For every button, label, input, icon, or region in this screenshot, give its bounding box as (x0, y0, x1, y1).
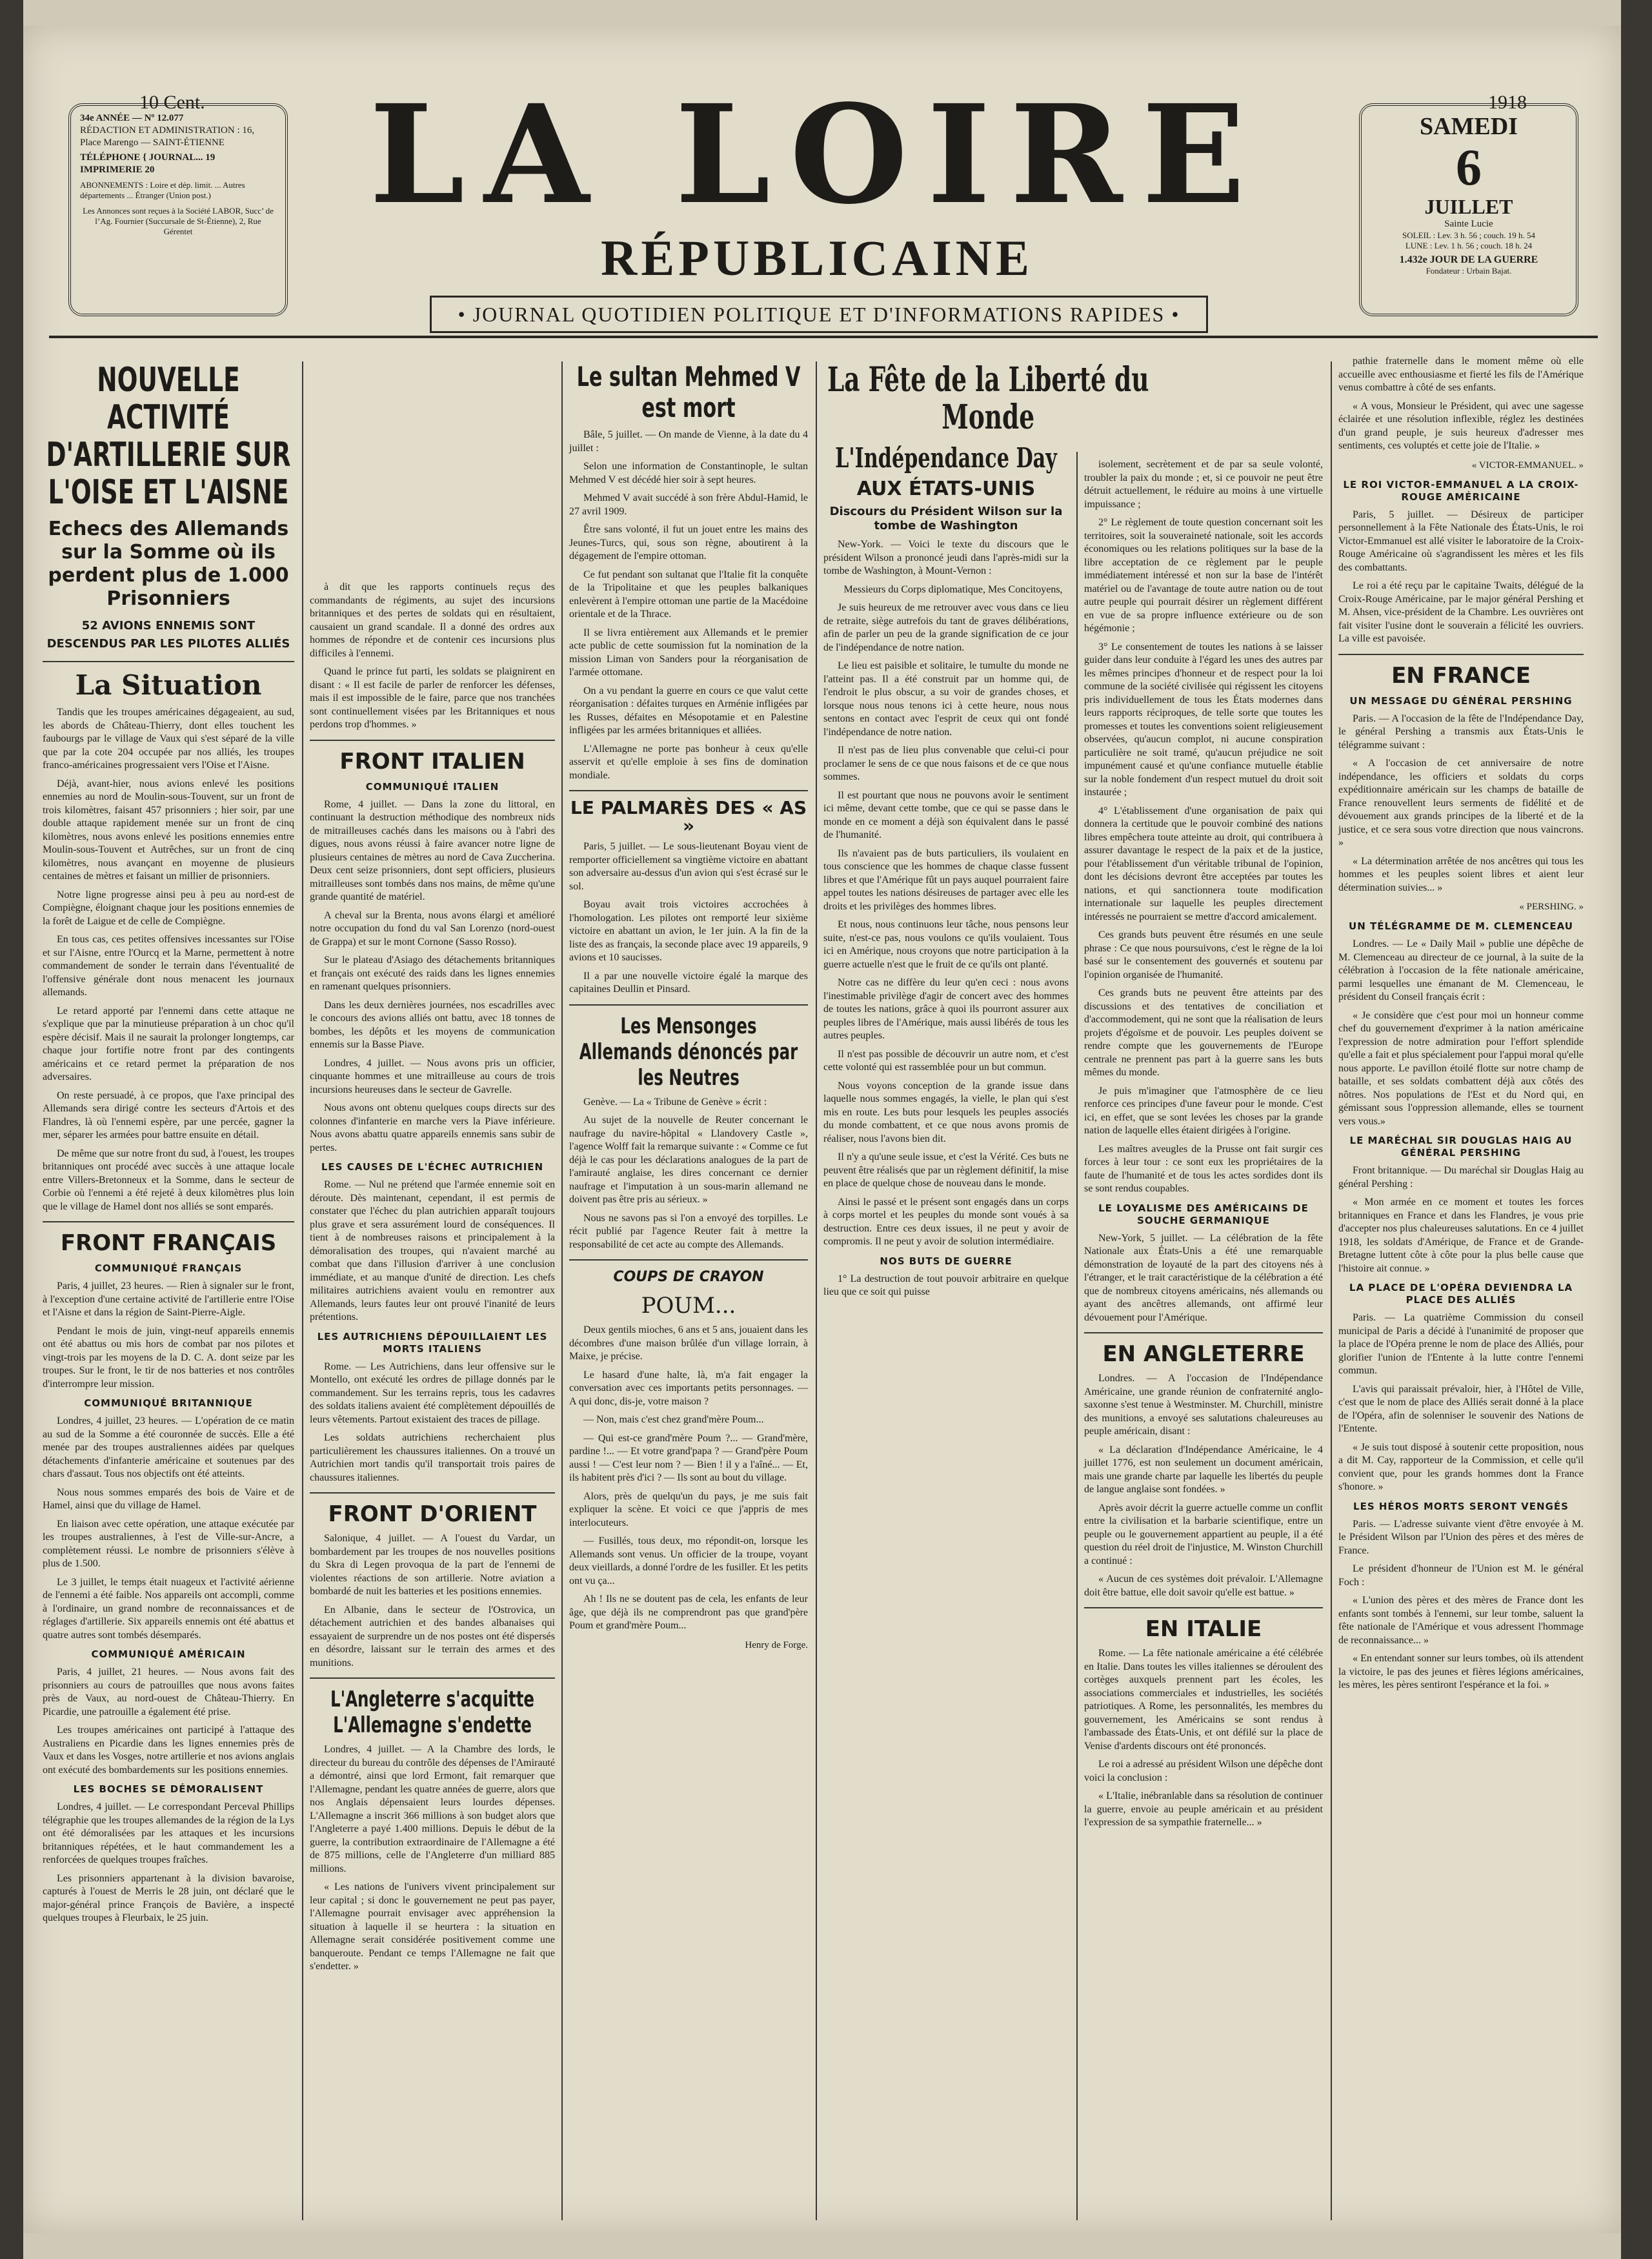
paragraph: Paris. — L'adresse suivante vient d'être envoyée à M. le Président Wilson par l'Union des pères et des mères de France. (1338, 1518, 1584, 1556)
edition-number: 34e ANNÉE — Nº 12.077 (80, 113, 184, 123)
separator (310, 740, 555, 741)
paragraph: 4° L'établissement d'une organisation de paix qui donnera la certitude que le pouvoir combiné des nations libres empêchera toute atteinte au droit, qui contribuera à assurer davantage le respect de la paix et de la justice, pour l'établissement d'un véritable tribunal de l'opinion, dont les décisions devront être acceptées par toutes les nations, et qui sanctionnera toute modification internationale sur laquelle les peuples directement intéressés ne pourraient se mettre d'accord amicalement. (1084, 805, 1323, 922)
column-rule (1076, 452, 1078, 2220)
paragraph: Il n'est pas de lieu plus convenable que celui-ci pour proclamer le sens de ce que nous faisons et de ce que nous sommes. (823, 745, 1069, 782)
mensonges-title: Les Mensonges Allemands dénoncés par les Neutres (579, 1013, 798, 1091)
fete-liberte-headline: La Fête de la Liberté du Monde (827, 360, 1149, 437)
masthead-rule (49, 336, 1598, 338)
column-1 (43, 355, 294, 2227)
paragraph: Dans les deux dernières journées, nos escadrilles avec le concours des avions alliés ont battu, avec 18 tonnes de bombes, les dépôts et les moyens de communication ennemis sur la Basse Piave. (310, 999, 555, 1050)
month-name: JUILLET (1424, 195, 1513, 218)
column-3 (569, 355, 808, 2227)
haig-pershing-title: LE MARÉCHAL SIR DOUGLAS HAIG AU GÉNÉRAL PERSHING (1349, 1135, 1573, 1159)
paragraph: Nous avons ont obtenu quelques coups directs sur des colonnes d'infanterie en marche vers la Piave inférieure. Nous avons abattu quatre appareils ennemis sans subir de pertes. (310, 1102, 555, 1153)
paragraph: Nous voyons conception de la grande issue dans laquelle nous sommes engagés, la vielle, le plan qui s'est mis en route. Les buts pour lesquels les peuples associés du monde combattent, et ce que nous avons promis de réaliser, nous l'avons bien dit. (823, 1080, 1069, 1144)
paragraph: Londres. — Le « Daily Mail » publie une dépêche de M. Clemenceau au directeur de ce journal, à la suite de la célébration à l'occasion de la fête nationale américaine, parmi lesquelles une émanant de M. Clemenceau, le président du Conseil français écrit : (1338, 938, 1584, 1002)
paragraph: Londres. — A l'occasion de l'Indépendance Américaine, une grande réunion de confraternité anglo-saxonne s'est tenue à Westminster. M. Churchill, ministre des munitions, a envoyé ses salutations chaleureuses au peuple américain, disant : (1084, 1373, 1323, 1437)
paragraph: Genève. — La « Tribune de Genève » écrit : (583, 1096, 767, 1108)
front-italien-title: FRONT ITALIEN (339, 748, 525, 775)
paragraph: Les maîtres aveugles de la Prusse ont fait surgir ces forces à leur tour : ce sont eux les propriétaires de la faute de l'humanité et de tous les actes sordides dont ils se sont rendus coupables. (1084, 1143, 1323, 1194)
subscription-rates: ABONNEMENTS : Loire et dép. limit. ... Autres départements ... Étranger (Union post.) (80, 180, 245, 200)
paragraph: isolement, secrètement et de par sa seule volonté, troubler la paix du monde ; et, si ce pouvoir ne peut être détruit actuellement, le réduire au moins à une virtuelle impuissance ; (1084, 459, 1323, 510)
day-number: 6 (1456, 139, 1482, 196)
paragraph: « L'union des pères et des mères de France dont les enfants sont tombés à l'ennemi, sur leur tombe, saluent la fête nationale de l'Amérique et vous adressent l'hommage de reconnaissance... » (1338, 1595, 1584, 1646)
coups-de-crayon-title: COUPS DE CRAYON (613, 1269, 764, 1285)
newspaper-subtitle: RÉPUBLICAINE (600, 230, 1034, 286)
paragraph: « Mon armée en ce moment et toutes les forces britanniques en France et dans les Flandres, je vous prie d'accepter nos plus chaleureuses salutations. En ce 4 juillet 1918, les soldats d'Amérique, de France et de Grande-Bretagne luttent côte à côte pour la plus belle cause que l'histoire ait connue. » (1338, 1197, 1584, 1274)
paragraph: Les prisonniers appartenant à la division bavaroise, capturés à l'ouest de Merris le 28 juin, ont déclaré que le major-général prince François de Bavière, a inspecté quelques troupes à Fleurbaix, le 25 juin. (43, 1872, 294, 1923)
paragraph: Tandis que les troupes américaines dégageaient, au sud, les abords de Château-Thierry, dont elles touchent les faubourgs par le village de Vaux qui s'est séparé de la ville que par la cote 204 occupée par nos alliés, les troupes franco-américaines progressaient vers l'Oise et l'Aisne. (43, 707, 294, 771)
paragraph: « Aucun de ces systèmes doit prévaloir. L'Allemagne doit être battue, elle doit savoir qu'elle est battue. » (1084, 1574, 1323, 1598)
column-rule (1331, 361, 1332, 2220)
paragraph: New-York, 5 juillet. — La célébration de la fête Nationale aux États-Unis a été une remarquable démonstration de loyauté de la part des citoyens nés à l'étranger, et le trait caractéristique de la célébration a été que de nombreux citoyens américains, nés allemands ou ayant des ancêtres allemands, ont affirmé leur dévouement pour l'Amérique. (1084, 1232, 1323, 1323)
roi-croix-rouge-title: LE ROI VICTOR-EMMANUEL A LA CROIX-ROUGE AMÉRICAINE (1343, 478, 1579, 503)
paragraph: pathie fraternelle dans le moment même où elle accueille avec enthousiasme et fierté les fils de l'Amérique venus combattre à côté de ses enfants. (1338, 356, 1584, 393)
paragraph: A cheval sur la Brenta, nous avons élargi et amélioré notre occupation du fond du val San Lorenzo (nord-ouest de Grappa) et sur le mont Cornone (Sasso Rosso). (310, 909, 555, 947)
paragraph: « La déclaration d'Indépendance Américaine, le 4 juillet 1776, est non seulement un document américain, mais une grande charte par laquelle les libertés du peuple de langue anglaise sont fondées. » (1084, 1444, 1323, 1495)
paragraph: Alors, près de quelqu'un du pays, je me suis fait expliquer la scène. Et voici ce que j'appris de mes interlocuteurs. (569, 1490, 808, 1528)
communique-francais-label: COMMUNIQUÉ FRANÇAIS (94, 1262, 243, 1274)
column-5 (1084, 458, 1323, 2227)
paragraph: On a vu pendant la guerre en cours ce que valut cette réorganisation : défaites turques en Arménie infligées par les Russes, défaites en Mésopotamie et en Palestine infligées par les armées britanniques et alliées. (569, 685, 808, 736)
paragraph: Il n'y a qu'une seule issue, et c'est la Vérité. Ces buts ne peuvent être réalisés que par un règlement définitif, la mise en place de quelque chose de nouveau dans le monde. (823, 1151, 1069, 1189)
paragraph: Rome. — Les Autrichiens, dans leur offensive sur le Montello, ont exécuté les ordres de pillage donnés par le commandement. Sur les terrains repris, tous les cadavres des soldats italiens avaient été complètement dépouillés de leurs vêtements. Partout existaient des traces de pillage. (310, 1361, 555, 1425)
situation-title: La Situation (75, 669, 262, 701)
paragraph: « Je considère que c'est pour moi un honneur comme chef du gouvernement d'exprimer à la nation américaine l'expression de notre admiration pour l'effort splendide qu'elle a fait et plus spécialement pour l'appui moral qu'elle nous apporte. Le pavillon étoilé flotte sur notre champ de bataille, et ses soldats combattent déjà aux côtés des nôtres. Nos populations de l'Est et du Nord qui, en gémissant sous l'oppression allemande, elles se tournent vers vous.» (1338, 1009, 1584, 1127)
paragraph: Pendant le mois de juin, vingt-neuf appareils ennemis ont été abattus ou mis hors de combat par nos pilotes et vingt-trois par les moyens de la D. C. A. dont seize par les troupes. Sur le front, le tir de nos batteries et nos contrôles d'interrompre leur mission. (43, 1325, 294, 1390)
editorial-address: RÉDACTION ET ADMINISTRATION : 16, Place Marengo — SAINT-ÉTIENNE (80, 125, 255, 148)
right-ear-box (1359, 103, 1578, 316)
separator (1338, 654, 1584, 655)
communique-italien-label: COMMUNIQUÉ ITALIEN (365, 780, 499, 793)
paragraph: « La détermination arrêtée de nos ancêtres qui tous les hommes et les peuples soient libres et aient leur détermination suivies... » (1338, 855, 1584, 893)
newspaper-title: LA LOIRE (369, 75, 1265, 234)
paragraph: « Je suis tout disposé à soutenir cette proposition, nous a dit M. Cay, rapporteur de la Commission, et celle qu'il convient que, pour les grands hommes dont la France s'honore. » (1338, 1441, 1584, 1492)
paragraph: New-York. — Voici le texte du discours que le président Wilson a prononcé jeudi dans l'après-midi sur la tombe de Washington, à Mount-Vernon : (823, 539, 1069, 576)
sun-times: SOLEIL : Lev. 3 h. 56 ; couch. 19 h. 54 (1402, 230, 1535, 240)
column-rule (302, 361, 303, 2220)
buts-de-guerre-title: NOS BUTS DE GUERRE (880, 1255, 1012, 1267)
moon-times: LUNE : Lev. 1 h. 56 ; couch. 18 h. 24 (1405, 241, 1533, 250)
paragraph: Paris. — A l'occasion de la fête de l'Indépendance Day, le général Pershing a transmis aux États-Unis le télégramme suivant : (1338, 713, 1584, 751)
paragraph: Les soldats autrichiens recherchaient plus particulièrement les chaussures italiennes. On a trouvé un Autrichien mort tandis qu'il transportait trois paires de chaussures italiennes. (310, 1432, 555, 1483)
paragraph: Rome, 4 juillet. — Dans la zone du littoral, en continuant la destruction méthodique des nombreux nids de mitrailleuses cachés dans les maisons ou à l'abri des digues, nous avons réussi à faire avancer notre ligne de plusieurs centaines de mètres au nord de Cava Zuccherina. Deux cent seize prisonniers, dont sept officiers, plusieurs mitrailleuses sont tombés dans nos mains, de même qu'une grande quantité de matériel. (310, 798, 555, 902)
paragraph: Le roi a adressé au président Wilson une dépêche dont voici la conclusion : (1084, 1759, 1323, 1783)
paragraph: 2° Le règlement de toute question concernant soit les territoires, soit la souveraineté nationale, soit les accords économiques ou les relations politiques sur la base de la libre acceptation de ce règlement par le peuple immédiatement intéressé et non sur la base de l'intérêt matériel ou de l'avantage de toute autre nation ou de tout autre peuple qui pourrait désirer un règlement différent en vue de sa propre influence extérieure ou de son hégémonie ; (1084, 517, 1323, 634)
paragraph: Rome. — La fête nationale américaine a été célébrée en Italie. Dans toutes les villes italiennes se déroulent des cortèges auxquels prennent part les écoles, les associations commerciales et industrielles, les sociétés patriotiques. A Rome, les personnalités, les membres du gouvernement, les Américains se sont rendus à l'ambassade des États-Unis, et ont défilé sur la place de Venise d'ardents discours ont été prononcés. (1084, 1648, 1323, 1752)
paragraph: Boyau avait trois victoires accrochées à l'homologation. Les pilotes ont remporté leur sixième victoire en abattant un avion, le 1er juin. A la fin de la liste des as français, la seconde place avec 19 appareils, 9 avions et 10 saucisses. (569, 899, 808, 963)
paragraph: Paris, 4 juillet, 23 heures. — Rien à signaler sur le front, à l'exception d'une certaine activité de l'artillerie entre l'Oise et l'Aisne et dans la région de Saint-Pierre-Aigle. (43, 1281, 294, 1318)
main-deck: 52 AVIONS ENNEMIS SONT DESCENDUS PAR LES PILOTES ALLIÉS (46, 619, 290, 651)
signature: « VICTOR-EMMANUEL. » (1471, 460, 1584, 471)
separator (569, 1259, 808, 1261)
paragraph: — Fusillés, tous deux, mo répondit-on, lorsque les Allemands sont venus. Un officier de la troupe, voyant deux vieillards, a donné l'ordre de les fusiller. Et les petits ont vu ça... (569, 1535, 808, 1586)
paragraph: à dit que les rapports continuels reçus des commandants de régiments, au sujet des incursions britanniques et des pertes de soldats qui en résultaient, causaient un grand scandale. Il a donné des ordres aux hommes de répondre et de contenir ces incursions plus difficiles à l'ennemi. (310, 582, 555, 659)
separator (310, 1677, 555, 1679)
paragraph: Au sujet de la nouvelle de Reuter concernant le naufrage du navire-hôpital « Llandovery Castle », l'agence Wolff fait la remarque suivante : « Comme ce fut déjà le cas pour les déclarations analogues de la part de l'amirauté anglaise, les dires concernant ce dernier naufrage et l'imputation à un sous-marin allemand ne doivent pas être pris au sérieux. » (569, 1115, 808, 1205)
paragraph: Le lieu est paisible et solitaire, le tumulte du monde ne l'atteint pas. Il a été construit par un homme qui, de l'endroit le plus obscur, a su voir de grandes choses, et lorsque nous nous tenons ici à cette heure, nous nous sentons en contact avec l'esprit de ceux qui ont fondé l'indépendance de notre nation. (823, 660, 1069, 738)
paragraph: Le hasard d'une halte, là, m'a fait engager la conversation avec ces importants petits personnages. — A qui donc, dis-je, votre maison ? (569, 1369, 808, 1407)
pershing-message-title: UN MESSAGE DU GÉNÉRAL PERSHING (1349, 694, 1573, 707)
clemenceau-title: UN TÉLÉGRAMME DE M. CLEMENCEAU (1349, 920, 1573, 932)
paragraph: « L'Italie, inébranlable dans sa résolution de continuer la guerre, envoie au peuple américain et au président l'expression de sa sympathie fraternelle... » (1084, 1790, 1323, 1828)
paragraph: Londres, 4 juillet. — Nous avons pris un officier, cinquante hommes et une mitrailleuse au cours de trois incursions heureuses dans le secteur de Gavrelle. (310, 1057, 555, 1095)
paragraph: Ils n'avaient pas de buts particuliers, ils voulaient en tous conscience que les hommes de chaque classe fussent libres et que l'Amérique fût un pays auquel pourraient faire appel toutes les nations désireuses de partager avec elle les droits et les privilèges des hommes libres. (823, 847, 1069, 912)
founder-line: Fondateur : Urbain Bajat. (1425, 266, 1512, 276)
paragraph: Londres, 4 juillet, 23 heures. — L'opération de ce matin au sud de la Somme a été couronnée de succès. Elle a été menée par des troupes australiennes aidées par quelques détachements d'infanterie américaine et soutenues par des chars d'assaut. Tous nos objectifs ont été atteints. (43, 1415, 294, 1479)
paragraph: Le 3 juillet, le temps était nuageux et l'activité aérienne de l'ennemi a été faible. Nos appareils ont accompli, comme à l'ordinaire, un grand nombre de reconnaissances et de réglages d'artillerie. Six appareils ennemis ont été abattus et quatre autres sont tombés désemparés. (43, 1576, 294, 1641)
paragraph: Nous nous sommes emparés des bois de Vaire et de Hamel, ainsi que du village de Hamel. (43, 1486, 294, 1511)
paragraph: Déjà, avant-hier, nous avions enlevé les positions ennemies au nord de Moulin-sous-Touvent, sur un front de trois kilomètres, faisant 457 prisonniers ; hier soir, par une double attaque rapidement menée sur un front de cinq kilomètres, nous avons enlevé les positions ennemies entre Moulin-sous-Touvent et Autrêches, sur un front de cinq kilomètres, nous avançant en moyenne de plusieurs centaines de mètres et faisant un millier de prisonniers. (43, 778, 294, 882)
paragraph: « Les nations de l'univers vivent principalement sur leur capital ; si donc le gouvernement ne peut pas payer, l'Allemagne pourrait envisager avec appréhension la situation à laquelle il se heurtera : la situation en Allemagne serait considérée positivement comme une banqueroute. Pendant ce temps l'Allemagne ne fait que s'endetter. » (310, 1881, 555, 1972)
paragraph: Ces grands buts ne peuvent être atteints par des discussions et des tentatives de conciliation et d'accommodement, qui ne sont que la réalisation de leurs projets d'égoïsme et de pouvoir. Les peuples doivent se rendre compte que les gouvernements de l'Europe centrale ne prennent pas part à la guerre sans les buts mêmes du monde. (1084, 988, 1323, 1078)
paragraph: Et nous, nous continuons leur tâche, nous pensons leur suite, n'est-ce pas, nous voulons ce qu'ils voulaient. Tous ici en Amérique, nous croyons que notre participation à la guerre actuelle n'est que le fruit de ce qu'ils ont planté. (823, 919, 1069, 970)
paragraph: Rome. — Nul ne prétend que l'armée ennemie soit en déroute. Dès maintenant, cependant, il est permis de constater que l'échec du plan autrichien apparaît toujours plus grave et sera assurément lourd de conséquences. Il tient à de nombreuses raisons et principalement à la démoralisation des troupes, qui n'avaient marché au combat que dans l'illusion d'arriver à une conclusion immédiate, et au manque d'unité de direction. Les chefs militaires autrichiens avaient voulu en remontrer aux Allemands, leurs fautes leur ont prouvé l'inanité de leurs prétentions. (310, 1179, 555, 1322)
column-4 (823, 355, 1149, 2227)
phone-numbers: TÉLÉPHONE { JOURNAL... 19 IMPRIMERIE 20 (80, 152, 216, 175)
paragraph: Paris, 5 juillet. — Le sous-lieutenant Boyau vient de remporter officiellement sa vingtième victoire en abattant son adversaire au-dessus d'un avion qui s'est écrasé sur le sol. (569, 841, 808, 892)
paragraph: Le roi a été reçu par le capitaine Twaits, délégué de la Croix-Rouge Américaine, par le major général Pershing et M. Ahsen, vice-président de la Chambre. Les ouvrières ont fait visiter l'usine dont le souverain a félicité les ouvriers. La ville est pavoisée. (1338, 580, 1584, 644)
paragraph: En Albanie, dans le secteur de l'Ostrovica, un détachement autrichien et des bandes albanaises qui essayaient de surprendre un de nos postes ont été dispersés en désordre, laissant sur le terrain des armes et des munitions. (310, 1604, 555, 1668)
year-label: 1918 (1488, 92, 1527, 113)
main-headline: NOUVELLE ACTIVITÉ D'ARTILLERIE SUR L'OISE ET L'AISNE (46, 361, 291, 512)
separator (569, 790, 808, 791)
paragraph: « A vous, Monsieur le Président, qui avec une sagesse éclairée et une résolution inflexible, réglez les destinées d'un grand peuple, je suis heureux d'adresser mes sentiments, ces voluptés et cette joie de l'Italie. » (1338, 400, 1584, 451)
paragraph: Ainsi le passé et le présent sont engagés dans un corps à corps mortel et les peuples du monde sont voués à sa destruction. Entre ces deux issues, il ne peut y avoir de compromis. Il ne peut y avoir de solution intermédiaire. (823, 1196, 1069, 1247)
newspaper-tagline: • JOURNAL QUOTIDIEN POLITIQUE ET D'INFORMATIONS RAPIDES • (430, 296, 1208, 333)
paragraph: Londres, 4 juillet. — Le correspondant Perceval Phillips télégraphie que les troupes allemandes de la région de la Lys ont été démoralisées par les attaques et les incursions britanniques répétées, et le haut commandement les a renforcées de quelques troupes fraîches. (43, 1801, 294, 1865)
autrichiens-depouillaient-title: LES AUTRICHIENS DÉPOUILLAIENT LES MORTS ITALIENS (317, 1330, 548, 1355)
newspaper-page (23, 26, 1621, 2233)
ads-info: Les Annonces sont reçues à la Société LABOR, Succ’ de l’Ag. Fournier (Succursale de St-Étienne), 2, Rue Gérentet (83, 206, 274, 236)
paragraph: Il a par une nouvelle victoire égalé la marque des capitaines Deullin et Pinsard. (569, 970, 808, 995)
paragraph: Les troupes américaines ont participé à l'attaque des Australiens en Picardie dans les lignes ennemies près de Vaux et dans les Vosges, notre artillerie et nos avions anglais ont exécuté des bombardements sur les positions ennemies. (43, 1725, 294, 1776)
paragraph: Ce fut pendant son sultanat que l'Italie fit la conquête de la Tripolitaine et que les peuples balkaniques enlevèrent à l'empire ottoman une partie de la Macédoine orientale et de la Thrace. (569, 569, 808, 620)
paragraph: Ces grands buts peuvent être résumés en une seule phrase : Ce que nous poursuivons, c'est le règne de la loi basé sur le consentement des gouvernés et soutenu par l'opinion organisée de l'humanité. (1084, 929, 1323, 980)
paragraph: Il est pourtant que nous ne pouvons avoir le sentiment ici même, devant cette tombe, que ce qui se passe dans le monde en ce moment a déjà son équivalent dans le passé de l'humanité. (823, 789, 1069, 840)
paragraph: Je puis m'imaginer que l'atmosphère de ce lieu renforce ces principes d'une faveur pour le monde. C'est ici, en effet, que se sont levées les choses par la grande nation de laquelle elles étaient dirigées à l'origine. (1084, 1085, 1323, 1136)
author-signature: Henry de Forge. (745, 1639, 808, 1650)
left-ear-box (68, 103, 288, 316)
paragraph: Salonique, 4 juillet. — A l'ouest du Vardar, un bombardement par les troupes de nos nouvelles positions du Skra di Legen provoqua de la part de l'ennemi de violentes réactions de son artillerie. Notre aviation a bombardé de nuit les batteries et les positions ennemies. (310, 1533, 555, 1597)
paragraph: Ah ! Ils ne se doutent pas de cela, les enfants de leur âge, que déjà ils ne comprendront pas que grand'père Poum et grand'mère Poum... (569, 1594, 808, 1631)
saint-of-day: Sainte Lucie (1444, 219, 1493, 229)
column-6 (1338, 355, 1584, 2227)
paragraph: De même que sur notre front du sud, à l'ouest, les troupes britanniques ont procédé avec succès à une attaque locale entre Villers-Bretonneux et la Somme, dans le secteur de Corbie où l'ennemi a été rejeté à deux kilomètres plus loin que le village de Hamel dont nos alliés se sont emparés. (43, 1148, 294, 1212)
paragraph: — Non, mais c'est chez grand'mère Poum... (583, 1414, 764, 1425)
paragraph: « A l'occasion de cet anniversaire de notre indépendance, les officiers et soldats du corps expéditionnaire américain sur les champs de bataille de France renouvellent leurs serments de fidélité et de dévouement aux grands principes de la liberté et de la justice, et ce sera sous votre direction que nous vaincrons. » (1338, 758, 1584, 848)
separator (569, 1004, 808, 1006)
column-rule (561, 361, 563, 2220)
palmares-title: LE PALMARÈS DES « AS » (570, 797, 807, 836)
angleterre-acquitte-title: L'Angleterre s'acquitte L'Allemagne s'endette (330, 1687, 535, 1738)
signature: « PERSHING. » (1519, 902, 1584, 912)
discours-wilson-label: Discours du Président Wilson sur la tombe de Washington (829, 505, 1063, 532)
separator (43, 1221, 294, 1222)
paragraph: Nous ne savons pas si l'on a envoyé des torpilles. Le récit publié par l'agence Reuter fait à mettre la responsabilité de cet acte au compte des Allemands. (569, 1212, 808, 1250)
poum-title: POUM... (641, 1293, 736, 1319)
paragraph: Il se livra entièrement aux Allemands et le premier acte public de cette soumission fut la nomination de la mission Liman von Sanders pour la réorganisation de l'armée ottomane. (569, 627, 808, 678)
price-label: 10 Cent. (139, 92, 205, 113)
paragraph: Messieurs du Corps diplomatique, Mes Concitoyens, (843, 583, 1063, 595)
paragraph: Mehmed V avait succédé à son frère Abdul-Hamid, le 27 avril 1909. (569, 492, 808, 517)
paragraph: L'avis qui paraissait prévaloir, hier, à l'Hôtel de Ville, c'est que le nom de place des Alliés serait donné à la place de l'Opéra, afin de solenniser le souvenir des Nations de l'Entente. (1338, 1383, 1584, 1434)
paragraph: « En entendant sonner sur leurs tombes, où ils attendent la victoire, le pas des jeunes et fières légions américaines, les mères, les pères sentiront l'espérance et la foi. » (1338, 1653, 1584, 1690)
paragraph: Quand le prince fut parti, les soldats se plaignirent en disant : « Il est facile de parler de renforcer les défenses, mais il est impossible de le faire, parce que nos tranchées sont continuellement visées par les Britanniques et nous perdons trop d'hommes. » (310, 666, 555, 730)
heros-morts-title: LES HÉROS MORTS SERONT VENGÉS (1353, 1500, 1569, 1512)
en-italie-title: EN ITALIE (1145, 1616, 1262, 1642)
paragraph: 1° La destruction de tout pouvoir arbitraire en quelque lieu que ce soit qui puisse (823, 1273, 1069, 1297)
main-subhead: Echecs des Allemands sur la Somme où ils perdent plus de 1.000 Prisonniers (48, 518, 289, 610)
communique-britannique-label: COMMUNIQUÉ BRITANNIQUE (84, 1397, 253, 1409)
place-opera-title: LA PLACE DE L'OPÉRA DEVIENDRA LA PLACE DES ALLIÉS (1349, 1282, 1573, 1306)
paragraph: Être sans volonté, il fut un jouet entre les mains des Jeunes-Turcs, qui, sous son règne, aboutirent à la dégagement de l'empire ottoman. (569, 524, 808, 562)
paragraph: Bâle, 5 juillet. — On mande de Vienne, à la date du 4 juillet : (569, 429, 808, 454)
paragraph: Paris, 5 juillet. — Désireux de participer personnellement à la Fête Nationale des États-Unis, le roi Victor-Emmanuel est allé visiter le laboratoire de la Croix-Rouge Américaine où s'agrandissent les mères et les fils des combattants. (1338, 509, 1584, 573)
paragraph: Il n'est pas possible de découvrir un autre nom, et c'est cette volonté qui est rassemblée pour un but commun. (823, 1048, 1069, 1073)
communique-americain-label: COMMUNIQUÉ AMÉRICAIN (91, 1648, 246, 1660)
separator (1084, 1332, 1323, 1333)
column-2 (310, 581, 555, 2227)
paragraph: Après avoir décrit la guerre actuelle comme un conflit entre la civilisation et la barbarie scientifique, entre un peuple ou le gouvernement appartient au peuple, il a été question du réel droit de l'injustice, M. Winston Churchill a continué : (1084, 1502, 1323, 1566)
paragraph: L'Allemagne ne porte pas bonheur à ceux qu'elle asservit et qu'elle emploie à ses fins de domination mondiale. (569, 743, 808, 781)
paragraph: Notre cas ne diffère du leur qu'en ceci : nous avons l'inestimable privilège d'agir de concert avec des hommes de toutes les nations, grâce à quoi ils pourront assurer aux peuples libres de l'Amérique, mais aussi libérés de tous les autres peuples. (823, 977, 1069, 1041)
paragraph: En liaison avec cette opération, une attaque exécutée par les troupes australiennes, à l'est de Ville-sur-Ancre, a complètement réussi. Le nombre de prisonniers s'élève à plus de 1.500. (43, 1518, 294, 1569)
paragraph: — Qui est-ce grand'mère Poum ?... — Grand'mère, pardine !... — Et votre grand'papa ? — Grand'père Poum aussi ! — C'est leur nom ? — Bien ! il y a l'aîné... — Et, ils habitent près d'ici ? — Ils sont au bout du village. (569, 1432, 808, 1483)
masthead (49, 58, 1598, 329)
paragraph: Notre ligne progresse ainsi peu à peu au nord-est de Compiègne, éloignant chaque jour les positions ennemies de la forêt de Laigue et de celle de Compiègne. (43, 889, 294, 927)
column-rule (816, 361, 817, 2220)
paragraph: 3° Le consentement de toutes les nations à se laisser guider dans leur conduite à l'égard les unes des autres par les mêmes principes d'honneur et de respect pour la loi commune de la société civilisée qui régissent les citoyens pris individuellement de tous les États modernes dans leurs rapports réciproques, de telle sorte que toutes les promesses et toutes les conventions soient religieusement observées, qu'aucun complot, ni aucune conspiration particulière ne soit tramé, qu'aucun préjudice ne soit impunément causé et qu'une confiance mutuelle établie sur la noble fondement d'un respect mutuel du droit soit instaurée ; (1084, 641, 1323, 798)
en-france-title: EN FRANCE (1391, 662, 1531, 689)
front-orient-title: FRONT D'ORIENT (328, 1501, 537, 1527)
sultan-headline: Le sultan Mehmed V est mort (576, 361, 801, 423)
paragraph: Paris, 4 juillet, 21 heures. — Nous avons fait des prisonniers au cours de patrouilles que nous avons faites près de Vaux, au nord-ouest de Château-Thierry. En Picardie, une patrouille a également été prise. (43, 1666, 294, 1717)
paragraph: Le retard apporté par l'ennemi dans cette attaque ne s'explique que par la minutieuse préparation à un choc qu'il espère décisif. Mais il ne saurait la prolonger longtemps, car chaque jour fortifie notre front par des contingents américains et ce retard permet la préparation de nos adversaires. (43, 1005, 294, 1082)
en-angleterre-title: EN ANGLETERRE (1102, 1341, 1305, 1367)
paragraph: Front britannique. — Du maréchal sir Douglas Haig au général Pershing : (1338, 1165, 1584, 1190)
war-day-count: 1.432e JOUR DE LA GUERRE (1399, 254, 1538, 265)
boches-title: LES BOCHES SE DÉMORALISENT (73, 1783, 264, 1795)
paragraph: Londres, 4 juillet. — A la Chambre des lords, le directeur du bureau du contrôle des dépenses de l'Amirauté a démontré, ainsi que lord Ermont, fait remarquer que l'Allemagne, pendant les quatre années de guerre, alors que nos Anglais dépensaient leurs lourdes dépenses. L'Allemagne a inscrit 366 millions à son budget alors que l'Angleterre a payé 1.400 millions. Depuis le début de la guerre, la contribution extraordinaire de l'Allemagne a été de 875 millions, celle de l'Angleterre d'un milliard 885 millions. (310, 1744, 555, 1874)
paragraph: On reste persuadé, à ce propos, que l'axe principal des Allemands sera dirigé contre les secteurs d'Artois et des Flandres, là où l'ennemi espère, par une percée, gagner la mer, séparer les armées pour battre ensuite en détail. (43, 1089, 294, 1140)
echec-autrichien-title: LES CAUSES DE L'ÉCHEC AUTRICHIEN (321, 1161, 544, 1173)
day-name: SAMEDI (1419, 113, 1518, 140)
aux-etats-unis-label: AUX ÉTATS-UNIS (856, 478, 1036, 500)
paragraph: Selon une information de Constantinople, le sultan Mehmed V est décédé hier soir à sept heures. (569, 461, 808, 485)
paragraph: En tous cas, ces petites offensives incessantes sur l'Oise et sur l'Aisne, entre l'Ourcq et la Marne, permettent à notre commandement de sonder le terrain dans l'éventualité de l'offensive générale dont nous menacent les journaux allemands. (43, 934, 294, 998)
paragraph: Le président d'honneur de l'Union est M. le général Foch : (1338, 1563, 1584, 1588)
paragraph: Paris. — La quatrième Commission du conseil municipal de Paris a décidé à l'unanimité de proposer que la place de l'Opéra prenne le nom de place des Alliés, pour glorifier l'union de l'Entente à la lutte contre l'ennemi commun. (1338, 1312, 1584, 1376)
separator (310, 1492, 555, 1494)
independance-day-title: L'Indépendance Day (835, 442, 1057, 474)
book-spine-left (0, 0, 23, 2259)
paragraph: Sur le plateau d'Asiago des détachements britanniques et français ont exécuté des raids dans les lignes ennemies en ramenant quelques prisonniers. (310, 955, 555, 992)
front-francais-title: FRONT FRANÇAIS (60, 1230, 277, 1256)
separator (43, 661, 294, 662)
loyalisme-title: LE LOYALISME DES AMÉRICAINS DE SOUCHE GERMANIQUE (1098, 1202, 1309, 1226)
paragraph: Deux gentils mioches, 6 ans et 5 ans, jouaient dans les décombres d'une maison brûlée d'un village lorrain, à Maixe, je précise. (569, 1324, 808, 1362)
separator (1084, 1607, 1323, 1608)
book-spine-right (1621, 0, 1652, 2259)
paragraph: Je suis heureux de me retrouver avec vous dans ce lieu de retraite, siège autrefois du tant de graves délibérations, afin de parler un peu de la grande signification de ce jour de l'indépendance de notre nation. (823, 602, 1069, 653)
